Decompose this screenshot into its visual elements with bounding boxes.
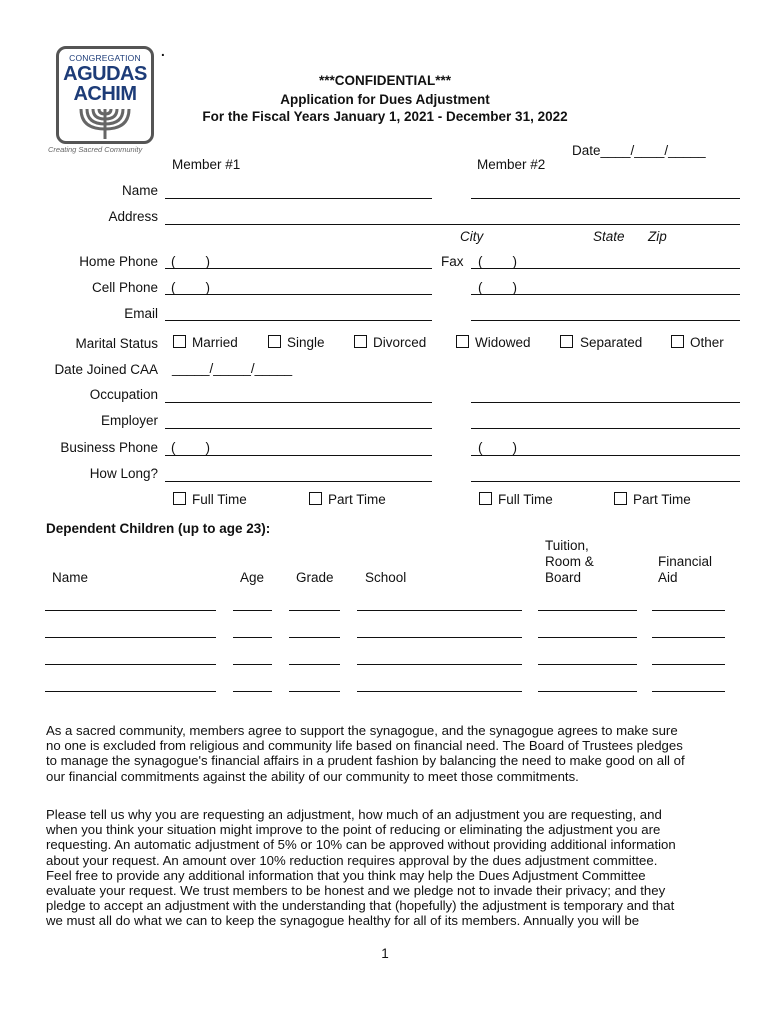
- dependent-4-aid-field[interactable]: [652, 691, 725, 692]
- member1-cell-area: ( ): [171, 280, 210, 295]
- dependent-1-age-field[interactable]: [233, 610, 272, 611]
- widowed-label: Widowed: [475, 335, 531, 350]
- member1-name-field[interactable]: [165, 198, 432, 199]
- member1-employer-field[interactable]: [165, 428, 432, 429]
- member1-occupation-field[interactable]: [165, 402, 432, 403]
- dependents-col-tuition: Tuition, Room & Board: [545, 538, 594, 585]
- member2-full-time-label: Full Time: [498, 492, 553, 507]
- member1-full-time-label: Full Time: [192, 492, 247, 507]
- page-number: 1: [381, 946, 389, 961]
- dependents-col-grade: Grade: [296, 570, 334, 585]
- business-phone-label: Business Phone: [60, 440, 158, 455]
- dependent-2-grade-field[interactable]: [289, 637, 340, 638]
- dependent-2-age-field[interactable]: [233, 637, 272, 638]
- member2-how-long-field[interactable]: [471, 481, 740, 482]
- divorced-checkbox[interactable]: [354, 335, 367, 348]
- member2-business-phone-field[interactable]: [471, 455, 740, 456]
- fax-label: Fax: [441, 254, 464, 269]
- email-label: Email: [124, 306, 158, 321]
- logo-tagline: Creating Sacred Community: [48, 145, 143, 154]
- form-title: Application for Dues Adjustment: [280, 92, 490, 107]
- married-checkbox[interactable]: [173, 335, 186, 348]
- logo-line1: AGUDAS: [63, 63, 147, 85]
- dependent-4-age-field[interactable]: [233, 691, 272, 692]
- dependents-col-school: School: [365, 570, 407, 585]
- how-long-label: How Long?: [89, 466, 158, 481]
- dependent-4-tuition-field[interactable]: [538, 691, 637, 692]
- dependents-col-name: Name: [52, 570, 89, 585]
- member2-occupation-field[interactable]: [471, 402, 740, 403]
- logo-line2: ACHIM: [73, 83, 137, 105]
- separated-checkbox[interactable]: [560, 335, 573, 348]
- cell-phone-label: Cell Phone: [91, 280, 158, 295]
- other-label: Other: [690, 335, 724, 350]
- fax-area: ( ): [478, 254, 517, 269]
- married-label: Married: [192, 335, 238, 350]
- dependent-4-name-field[interactable]: [45, 691, 216, 692]
- state-label: State: [593, 229, 625, 244]
- member1-part-time-label: Part Time: [328, 492, 386, 507]
- city-label: City: [460, 229, 484, 244]
- date-joined-field[interactable]: _____/_____/_____: [172, 361, 293, 376]
- dependent-1-name-field[interactable]: [45, 610, 216, 611]
- member1-business-area: ( ): [171, 440, 210, 455]
- address-field[interactable]: [165, 224, 740, 225]
- dependent-3-aid-field[interactable]: [652, 664, 725, 665]
- dependents-col-age: Age: [240, 570, 265, 585]
- date-field[interactable]: Date____/____/_____: [572, 143, 706, 158]
- member2-name-field[interactable]: [471, 198, 740, 199]
- member2-part-time-checkbox[interactable]: [614, 492, 627, 505]
- stray-dot: .: [161, 44, 165, 59]
- name-label: Name: [121, 183, 158, 198]
- home-phone-area: ( ): [171, 254, 210, 269]
- single-checkbox[interactable]: [268, 335, 281, 348]
- member1-business-phone-field[interactable]: [165, 455, 432, 456]
- member1-heading: Member #1: [172, 157, 241, 172]
- dependent-3-name-field[interactable]: [45, 664, 216, 665]
- address-label: Address: [108, 209, 158, 224]
- dependent-3-school-field[interactable]: [357, 664, 522, 665]
- other-checkbox[interactable]: [671, 335, 684, 348]
- dependent-1-grade-field[interactable]: [289, 610, 340, 611]
- member1-full-time-checkbox[interactable]: [173, 492, 186, 505]
- dependent-2-tuition-field[interactable]: [538, 637, 637, 638]
- member2-heading: Member #2: [477, 157, 546, 172]
- dependent-1-school-field[interactable]: [357, 610, 522, 611]
- dependent-1-aid-field[interactable]: [652, 610, 725, 611]
- zip-label: Zip: [648, 229, 667, 244]
- dependent-2-aid-field[interactable]: [652, 637, 725, 638]
- request-paragraph: Please tell us why you are requesting an adjustment, how much of an adjustment you are requesting, and when you think your situation might improve to the point of reducing or eliminating the adjustment you are requesting. An automatic adjustment of 5% or 10% can be approved without providing additional information about your request. An amount over 10% reduction requires approval by the dues adjustment committee. Feel free to provide any additional information that you think may help the Dues Adjustment Committee evaluate your request. We trust members to be honest and we pledge not to invade their privacy; and they pledge to accept an adjustment with the understanding that (hopefully) the adjustment is temporary and that we must all do what we can to keep the synagogue healthy for all of its members. Annually you will be: [46, 807, 676, 929]
- confidential-heading: ***CONFIDENTIAL***: [318, 73, 451, 88]
- member2-part-time-label: Part Time: [633, 492, 691, 507]
- home-phone-label: Home Phone: [79, 254, 158, 269]
- member2-full-time-checkbox[interactable]: [479, 492, 492, 505]
- dependents-col-aid: Financial Aid: [658, 554, 713, 585]
- occupation-label: Occupation: [89, 387, 158, 402]
- member1-email-field[interactable]: [165, 320, 432, 321]
- widowed-checkbox[interactable]: [456, 335, 469, 348]
- dependents-heading: Dependent Children (up to age 23):: [46, 521, 271, 536]
- single-label: Single: [287, 335, 325, 350]
- marital-status-label: Marital Status: [75, 336, 158, 351]
- dependent-3-age-field[interactable]: [233, 664, 272, 665]
- fiscal-years: For the Fiscal Years January 1, 2021 - December 31, 2022: [202, 109, 568, 124]
- logo-top-text: CONGREGATION: [69, 53, 141, 63]
- date-joined-label: Date Joined CAA: [54, 362, 158, 377]
- member2-email-field[interactable]: [471, 320, 740, 321]
- dependent-3-tuition-field[interactable]: [538, 664, 637, 665]
- member1-how-long-field[interactable]: [165, 481, 432, 482]
- employer-label: Employer: [100, 413, 158, 428]
- dependent-4-school-field[interactable]: [357, 691, 522, 692]
- member2-cell-area: ( ): [478, 280, 517, 295]
- dependent-1-tuition-field[interactable]: [538, 610, 637, 611]
- dependent-4-grade-field[interactable]: [289, 691, 340, 692]
- divorced-label: Divorced: [373, 335, 427, 350]
- member2-employer-field[interactable]: [471, 428, 740, 429]
- dependent-3-grade-field[interactable]: [289, 664, 340, 665]
- policy-paragraph: As a sacred community, members agree to support the synagogue, and the synagogue agrees to make sure no one is excluded from religious and community life based on financial need. The Board of Trustees pledges to manage the synagogue's financial affairs in a prudent fashion by balancing the need to make good on all of our financial commitments against the ability of our community to meet those commitments.: [46, 723, 685, 784]
- member1-part-time-checkbox[interactable]: [309, 492, 322, 505]
- separated-label: Separated: [580, 335, 643, 350]
- dependent-2-name-field[interactable]: [45, 637, 216, 638]
- dependent-2-school-field[interactable]: [357, 637, 522, 638]
- member2-business-area: ( ): [478, 440, 517, 455]
